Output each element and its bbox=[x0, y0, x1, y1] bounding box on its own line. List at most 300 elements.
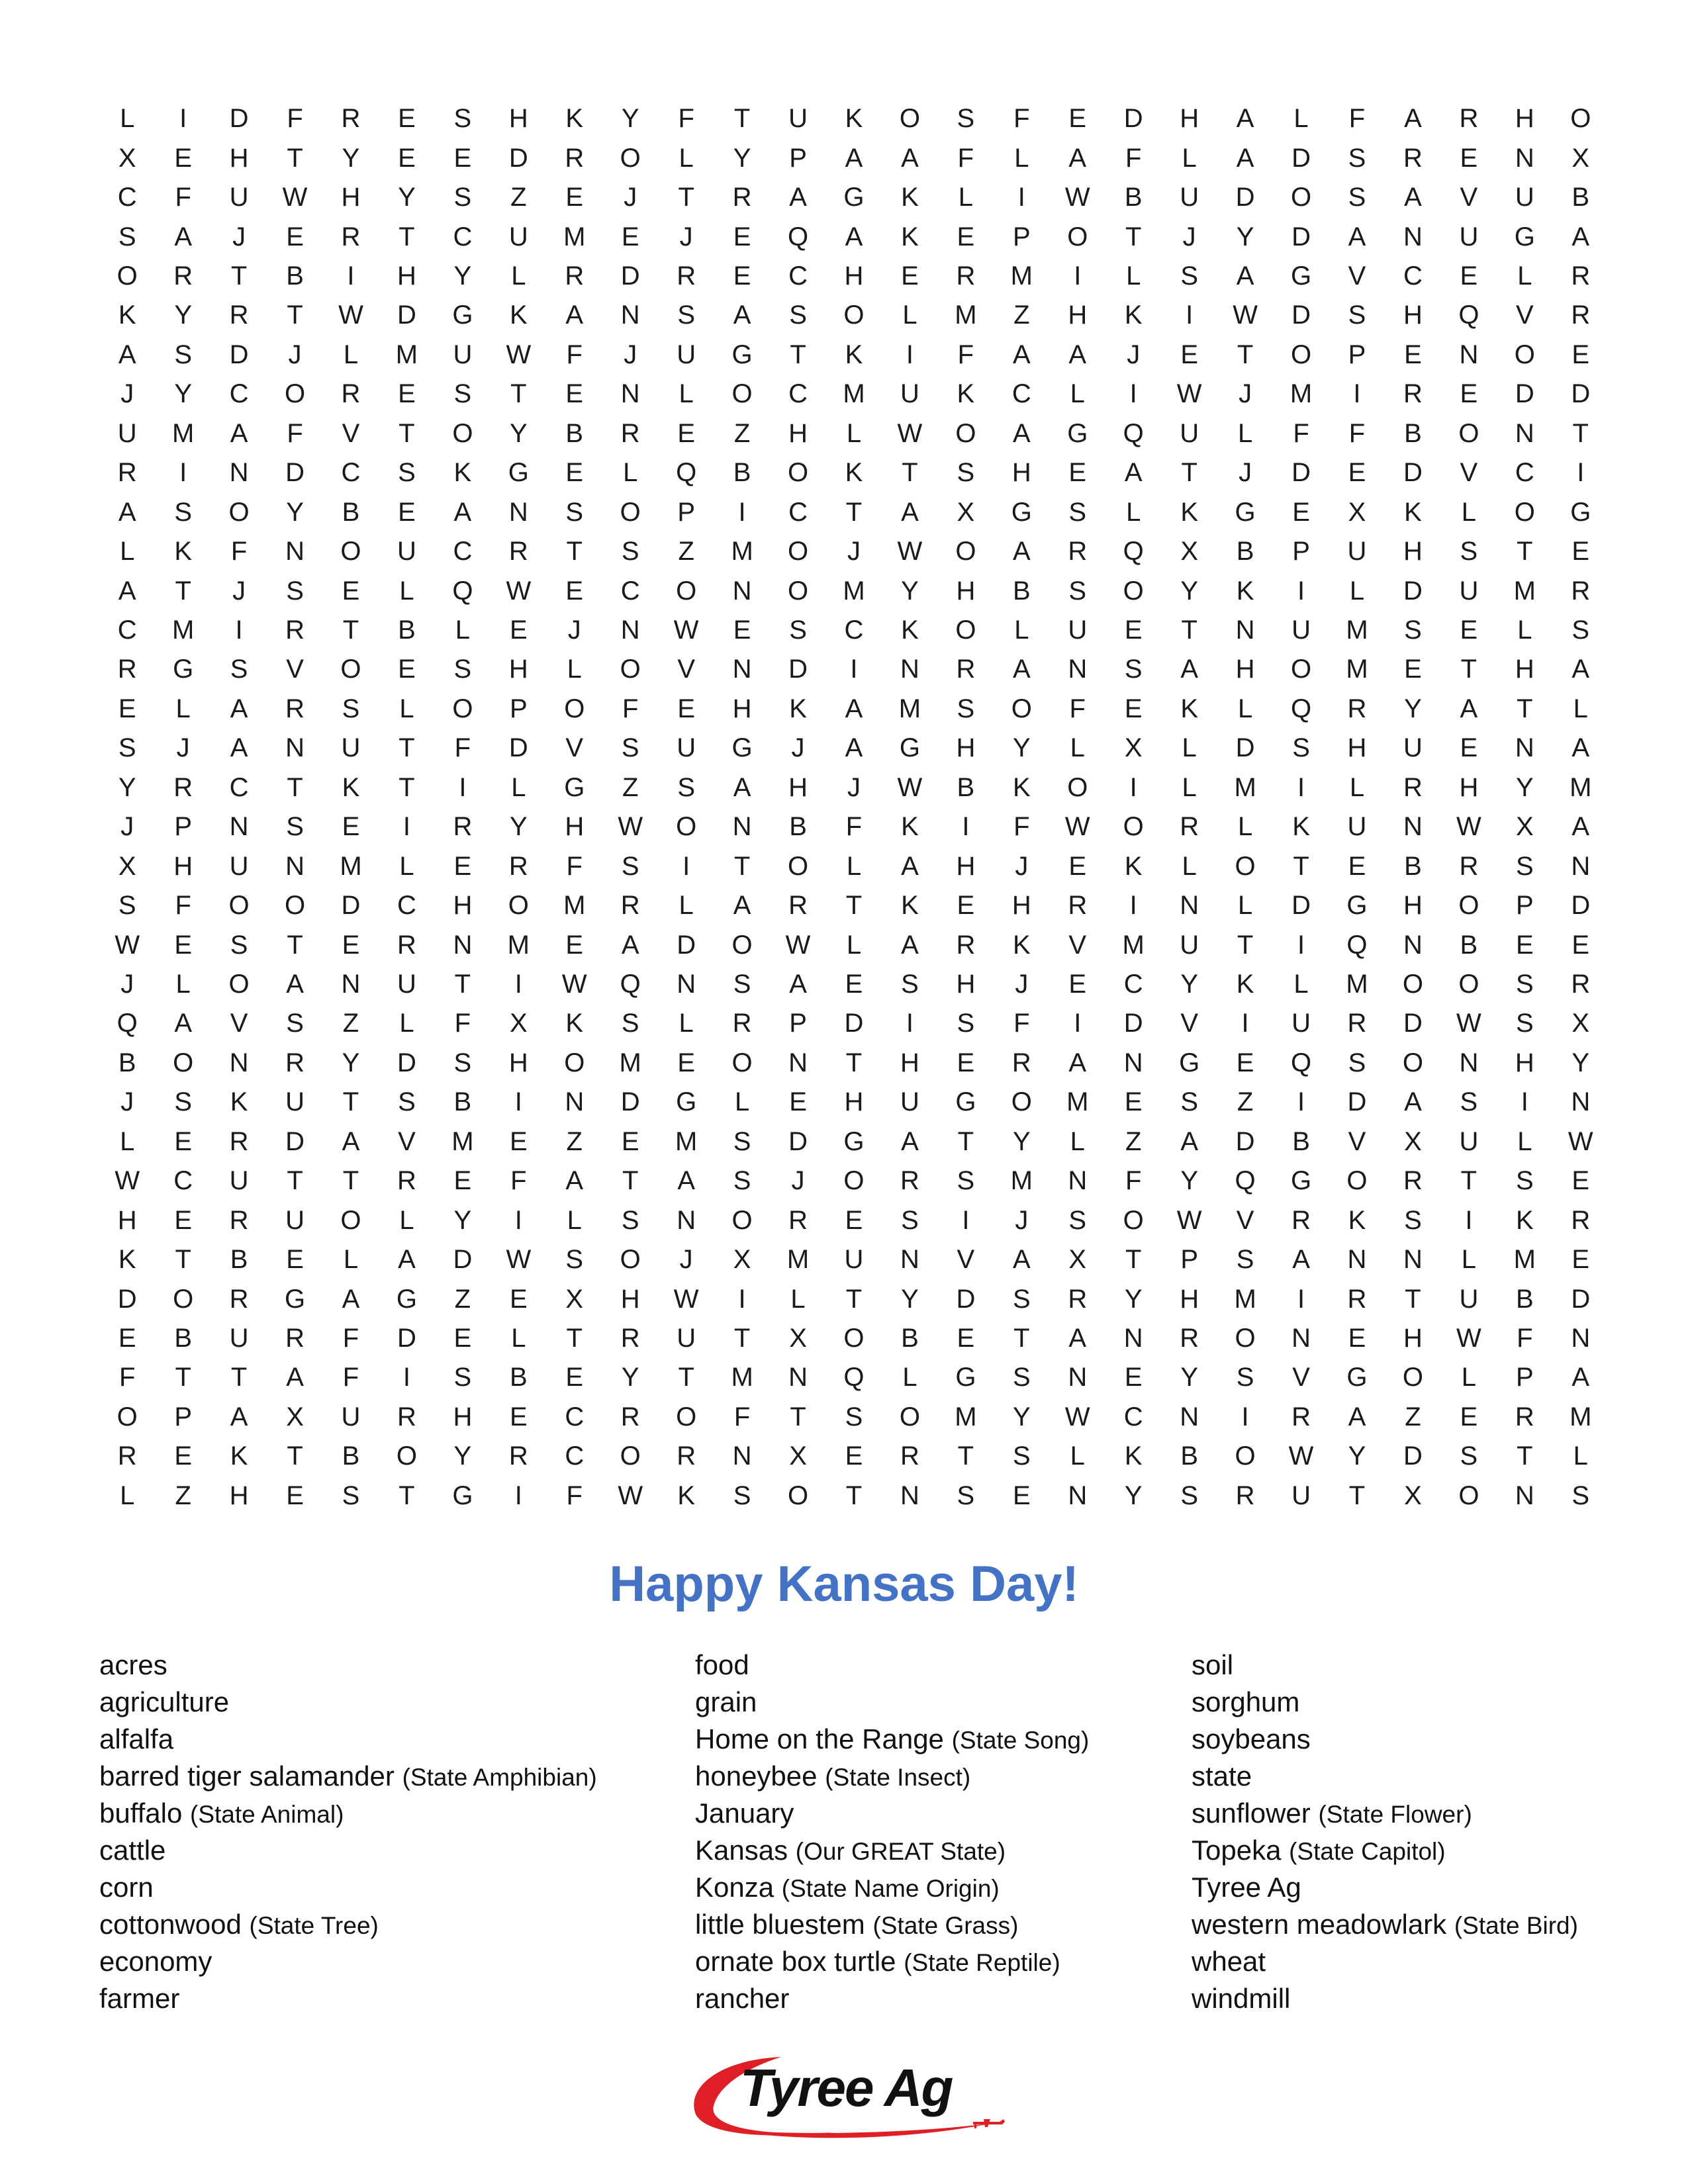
grid-letter: B bbox=[509, 1363, 528, 1392]
grid-letter: X bbox=[1404, 1480, 1422, 1510]
grid-letter: I bbox=[1297, 1284, 1305, 1314]
grid-letter: D bbox=[1515, 379, 1534, 409]
grid-letter: M bbox=[731, 1363, 753, 1392]
grid-letter: R bbox=[732, 183, 752, 212]
grid-letter: U bbox=[229, 183, 249, 212]
grid-letter: T bbox=[287, 300, 303, 330]
grid-letter: T bbox=[790, 340, 806, 369]
grid-letter: Y bbox=[509, 812, 528, 842]
grid-letter: F bbox=[175, 891, 191, 921]
grid-letter: K bbox=[1012, 930, 1031, 960]
word-list-word: cottonwood bbox=[99, 1909, 242, 1940]
grid-letter: B bbox=[1236, 537, 1254, 567]
grid-letter: H bbox=[1515, 1048, 1534, 1077]
grid-letter: W bbox=[282, 183, 308, 212]
grid-letter: M bbox=[843, 379, 865, 409]
grid-letter: L bbox=[399, 1205, 414, 1235]
grid-letter: U bbox=[508, 222, 528, 251]
grid-letter: L bbox=[1517, 615, 1532, 645]
grid-letter: Z bbox=[622, 772, 639, 802]
grid-letter: G bbox=[1235, 497, 1256, 527]
grid-letter: Q bbox=[1123, 418, 1144, 448]
grid-letter: L bbox=[1126, 261, 1141, 291]
grid-letter: A bbox=[1012, 537, 1031, 567]
grid-letter: W bbox=[897, 418, 923, 448]
grid-letter: Y bbox=[1124, 1480, 1143, 1510]
grid-letter: E bbox=[677, 1048, 695, 1077]
grid-letter: J bbox=[679, 222, 693, 251]
grid-letter: B bbox=[1180, 1441, 1198, 1471]
grid-letter: M bbox=[171, 615, 195, 645]
grid-letter: A bbox=[1348, 1402, 1366, 1432]
grid-letter: F bbox=[845, 812, 863, 842]
grid-letter: E bbox=[398, 379, 416, 409]
grid-letter: N bbox=[677, 969, 696, 999]
grid-letter: O bbox=[843, 300, 865, 330]
grid-letter: D bbox=[229, 340, 249, 369]
grid-letter: A bbox=[1068, 143, 1087, 173]
grid-letter: S bbox=[677, 772, 695, 802]
grid-letter: T bbox=[230, 261, 248, 291]
grid-letter: J bbox=[791, 733, 805, 763]
grid-letter: T bbox=[342, 615, 359, 645]
grid-letter: N bbox=[1068, 1166, 1088, 1196]
grid-letter: E bbox=[1124, 615, 1143, 645]
grid-letter: M bbox=[1066, 1087, 1089, 1117]
grid-letter: T bbox=[1237, 340, 1254, 369]
grid-letter: R bbox=[285, 1323, 305, 1353]
grid-letter: R bbox=[1515, 1402, 1534, 1432]
grid-letter: B bbox=[1515, 1284, 1534, 1314]
grid-letter: E bbox=[398, 104, 416, 134]
grid-letter: S bbox=[230, 655, 248, 684]
grid-letter: Y bbox=[1180, 1166, 1198, 1196]
grid-letter: U bbox=[1180, 418, 1199, 448]
grid-letter: F bbox=[342, 1363, 359, 1392]
grid-letter: G bbox=[1290, 261, 1312, 291]
grid-letter: T bbox=[678, 183, 694, 212]
grid-letter: X bbox=[1404, 1126, 1422, 1156]
grid-letter: S bbox=[174, 340, 192, 369]
grid-letter: O bbox=[1402, 969, 1423, 999]
grid-letter: I bbox=[1297, 576, 1305, 606]
grid-letter: B bbox=[901, 1323, 919, 1353]
grid-letter: Q bbox=[787, 222, 809, 251]
grid-letter: Y bbox=[1012, 1126, 1031, 1156]
grid-letter: I bbox=[514, 1087, 522, 1117]
grid-letter: A bbox=[1236, 143, 1254, 173]
grid-letter: L bbox=[846, 930, 862, 960]
grid-letter: A bbox=[677, 1166, 695, 1196]
grid-letter: M bbox=[171, 418, 195, 448]
grid-letter: A bbox=[1012, 418, 1031, 448]
grid-letter: W bbox=[1233, 300, 1258, 330]
grid-letter: N bbox=[1068, 655, 1088, 684]
grid-letter: S bbox=[621, 1009, 639, 1038]
grid-letter: E bbox=[1348, 458, 1366, 488]
grid-letter: S bbox=[118, 222, 136, 251]
airplane-icon bbox=[973, 2119, 1005, 2128]
grid-letter: Q bbox=[1458, 300, 1479, 330]
grid-letter: F bbox=[678, 104, 694, 134]
word-list-item bbox=[1192, 1832, 1578, 1869]
grid-letter: Z bbox=[454, 1284, 471, 1314]
grid-letter: E bbox=[1571, 1245, 1590, 1275]
word-list-item bbox=[99, 1943, 597, 1980]
grid-letter: L bbox=[1573, 1441, 1588, 1471]
grid-letter: C bbox=[341, 458, 361, 488]
grid-letter: O bbox=[787, 576, 809, 606]
grid-letter: K bbox=[174, 537, 192, 567]
grid-letter: C bbox=[1123, 969, 1143, 999]
grid-letter: N bbox=[229, 812, 249, 842]
grid-letter: S bbox=[342, 1480, 360, 1510]
grid-letter: O bbox=[1514, 340, 1535, 369]
grid-letter: G bbox=[508, 458, 529, 488]
grid-letter: O bbox=[117, 261, 138, 291]
grid-letter: E bbox=[1068, 458, 1087, 488]
grid-letter: E bbox=[286, 222, 304, 251]
word-list-item bbox=[695, 1795, 1089, 1832]
grid-letter: M bbox=[563, 222, 586, 251]
grid-letter: K bbox=[1515, 1205, 1534, 1235]
word-search-grid bbox=[99, 99, 1609, 1516]
logo-text: Tyree Ag bbox=[740, 2058, 953, 2117]
grid-letter: K bbox=[118, 1245, 136, 1275]
grid-letter: W bbox=[1456, 812, 1481, 842]
grid-letter: O bbox=[564, 694, 585, 723]
word-list-item bbox=[695, 1869, 1089, 1906]
grid-letter: Y bbox=[453, 1441, 472, 1471]
grid-letter: H bbox=[1011, 891, 1031, 921]
grid-letter: A bbox=[118, 340, 136, 369]
grid-letter: Z bbox=[1125, 1126, 1142, 1156]
grid-letter: R bbox=[788, 1205, 808, 1235]
grid-letter: H bbox=[508, 655, 528, 684]
grid-letter: A bbox=[342, 1126, 360, 1156]
grid-letter: S bbox=[957, 104, 975, 134]
grid-letter: K bbox=[789, 694, 807, 723]
grid-letter: T bbox=[399, 772, 415, 802]
grid-letter: T bbox=[287, 1441, 303, 1471]
grid-letter: L bbox=[399, 694, 414, 723]
word-list-item bbox=[99, 1647, 597, 1684]
grid-letter: M bbox=[955, 1402, 977, 1432]
grid-letter: O bbox=[731, 379, 753, 409]
grid-letter: R bbox=[1459, 851, 1479, 881]
grid-letter: O bbox=[1514, 497, 1535, 527]
grid-letter: M bbox=[1346, 655, 1368, 684]
grid-letter: V bbox=[1460, 458, 1478, 488]
grid-letter: H bbox=[956, 576, 976, 606]
grid-letter: S bbox=[286, 1009, 304, 1038]
word-list-item bbox=[1192, 1795, 1578, 1832]
grid-letter: D bbox=[1291, 300, 1311, 330]
grid-letter: T bbox=[1517, 1441, 1533, 1471]
grid-letter: K bbox=[677, 1480, 695, 1510]
grid-letter: I bbox=[1241, 1009, 1249, 1038]
grid-letter: A bbox=[1012, 1245, 1031, 1275]
tyree-ag-logo bbox=[682, 2045, 1026, 2144]
grid-letter: P bbox=[1180, 1245, 1198, 1275]
word-list-note: (State Name Origin) bbox=[781, 1875, 1000, 1902]
grid-letter: A bbox=[1068, 340, 1087, 369]
grid-letter: S bbox=[733, 1126, 751, 1156]
grid-letter: I bbox=[1353, 379, 1361, 409]
grid-letter: H bbox=[453, 891, 473, 921]
grid-letter: T bbox=[342, 1087, 359, 1117]
grid-letter: Y bbox=[342, 143, 360, 173]
grid-letter: R bbox=[1291, 1205, 1311, 1235]
grid-letter: U bbox=[229, 851, 249, 881]
grid-letter: D bbox=[1403, 1009, 1423, 1038]
grid-letter: R bbox=[117, 1441, 137, 1471]
grid-letter: C bbox=[117, 615, 137, 645]
grid-letter: N bbox=[1459, 340, 1479, 369]
grid-letter: Y bbox=[901, 576, 919, 606]
word-list-note: (State Bird) bbox=[1454, 1912, 1578, 1939]
logo-underline-swoosh bbox=[722, 2123, 993, 2138]
grid-letter: D bbox=[956, 1284, 976, 1314]
grid-letter: A bbox=[1292, 1245, 1310, 1275]
grid-letter: A bbox=[901, 1126, 919, 1156]
grid-letter: R bbox=[229, 1126, 249, 1156]
grid-letter: N bbox=[677, 1205, 696, 1235]
grid-letter: F bbox=[1517, 1323, 1533, 1353]
grid-letter: B bbox=[957, 772, 975, 802]
grid-letter: W bbox=[1288, 1441, 1314, 1471]
grid-letter: O bbox=[1570, 104, 1591, 134]
grid-letter: E bbox=[677, 694, 695, 723]
grid-letter: R bbox=[788, 891, 808, 921]
grid-letter: C bbox=[1515, 458, 1534, 488]
grid-letter: P bbox=[789, 143, 807, 173]
grid-letter: S bbox=[1404, 1205, 1422, 1235]
grid-letter: W bbox=[115, 1166, 140, 1196]
grid-letter: F bbox=[342, 1323, 359, 1353]
grid-letter: D bbox=[620, 1087, 640, 1117]
grid-letter: W bbox=[115, 930, 140, 960]
grid-letter: J bbox=[847, 537, 861, 567]
grid-letter: V bbox=[286, 655, 304, 684]
grid-letter: J bbox=[232, 222, 246, 251]
grid-letter: E bbox=[398, 143, 416, 173]
grid-letter: R bbox=[1571, 576, 1591, 606]
grid-letter: I bbox=[1241, 1402, 1249, 1432]
grid-letter: S bbox=[1571, 615, 1590, 645]
grid-letter: J bbox=[120, 969, 134, 999]
grid-letter: S bbox=[1292, 733, 1310, 763]
grid-letter: A bbox=[901, 143, 919, 173]
grid-letter: K bbox=[509, 300, 528, 330]
grid-letter: Q bbox=[452, 576, 473, 606]
grid-letter: H bbox=[788, 418, 808, 448]
grid-letter: T bbox=[399, 418, 415, 448]
word-list-note: (State Capitol) bbox=[1289, 1838, 1446, 1865]
grid-letter: S bbox=[1180, 261, 1198, 291]
grid-letter: Z bbox=[1013, 300, 1030, 330]
grid-letter: N bbox=[1403, 222, 1423, 251]
grid-letter: N bbox=[1571, 1323, 1591, 1353]
grid-letter: E bbox=[1068, 969, 1087, 999]
word-list-word: state bbox=[1192, 1760, 1252, 1792]
grid-letter: L bbox=[567, 655, 582, 684]
grid-letter: P bbox=[1515, 1363, 1534, 1392]
grid-letter: J bbox=[1239, 379, 1252, 409]
grid-letter: U bbox=[900, 1087, 919, 1117]
grid-letter: Y bbox=[1571, 1048, 1590, 1077]
grid-letter: A bbox=[1404, 183, 1422, 212]
grid-letter: K bbox=[1292, 812, 1310, 842]
grid-letter: T bbox=[1572, 418, 1589, 448]
grid-letter: A bbox=[845, 733, 863, 763]
grid-letter: S bbox=[342, 694, 360, 723]
grid-letter: M bbox=[1513, 576, 1536, 606]
grid-letter: E bbox=[1515, 930, 1534, 960]
grid-letter: D bbox=[1235, 733, 1255, 763]
word-list-item bbox=[99, 1980, 597, 2017]
grid-letter: B bbox=[174, 1323, 192, 1353]
grid-letter: Y bbox=[509, 418, 528, 448]
grid-letter: U bbox=[677, 733, 696, 763]
grid-letter: R bbox=[956, 655, 976, 684]
grid-letter: O bbox=[955, 537, 976, 567]
grid-letter: Y bbox=[398, 183, 416, 212]
grid-letter: L bbox=[1349, 772, 1365, 802]
grid-letter: T bbox=[622, 1166, 639, 1196]
word-list-word: rancher bbox=[695, 1983, 790, 2014]
grid-letter: K bbox=[565, 104, 584, 134]
grid-letter: T bbox=[287, 772, 303, 802]
grid-letter: T bbox=[845, 1048, 863, 1077]
grid-letter: N bbox=[900, 655, 919, 684]
grid-letter: I bbox=[179, 104, 187, 134]
grid-letter: O bbox=[1290, 655, 1312, 684]
grid-letter: E bbox=[453, 143, 472, 173]
grid-letter: W bbox=[897, 772, 923, 802]
grid-letter: F bbox=[566, 851, 583, 881]
grid-letter: Z bbox=[1405, 1402, 1421, 1432]
grid-letter: N bbox=[1403, 930, 1423, 960]
grid-letter: S bbox=[1348, 1048, 1366, 1077]
grid-letter: K bbox=[1180, 694, 1198, 723]
grid-letter: G bbox=[955, 1363, 976, 1392]
grid-letter: S bbox=[174, 497, 192, 527]
grid-letter: O bbox=[1235, 1441, 1256, 1471]
grid-letter: P bbox=[174, 812, 192, 842]
grid-letter: R bbox=[453, 812, 473, 842]
grid-letter: Q bbox=[1235, 1166, 1256, 1196]
word-list-item bbox=[695, 1832, 1089, 1869]
word-list-word: January bbox=[695, 1797, 794, 1829]
grid-letter: M bbox=[395, 340, 418, 369]
grid-letter: J bbox=[791, 1166, 805, 1196]
grid-letter: G bbox=[173, 655, 194, 684]
grid-letter: E bbox=[1348, 1323, 1366, 1353]
grid-letter: E bbox=[565, 458, 584, 488]
grid-letter: T bbox=[1013, 1323, 1030, 1353]
word-list-word: grain bbox=[695, 1686, 757, 1717]
grid-letter: G bbox=[452, 1480, 473, 1510]
grid-letter: O bbox=[1067, 772, 1088, 802]
grid-letter: E bbox=[1404, 655, 1422, 684]
grid-letter: J bbox=[120, 812, 134, 842]
grid-letter: D bbox=[341, 891, 361, 921]
grid-letter: A bbox=[398, 1245, 416, 1275]
word-list-word: farmer bbox=[99, 1983, 180, 2014]
grid-letter: E bbox=[733, 261, 751, 291]
grid-letter: O bbox=[1235, 1323, 1256, 1353]
grid-letter: O bbox=[731, 1205, 753, 1235]
grid-letter: R bbox=[229, 300, 249, 330]
grid-letter: J bbox=[120, 379, 134, 409]
grid-letter: M bbox=[340, 851, 362, 881]
grid-letter: O bbox=[396, 1441, 417, 1471]
grid-letter: S bbox=[1012, 1284, 1031, 1314]
grid-letter: S bbox=[621, 1205, 639, 1235]
grid-letter: K bbox=[901, 812, 919, 842]
grid-letter: Q bbox=[843, 1363, 865, 1392]
grid-letter: R bbox=[1347, 1284, 1367, 1314]
grid-letter: H bbox=[173, 851, 193, 881]
grid-letter: T bbox=[1125, 222, 1142, 251]
grid-letter: C bbox=[453, 222, 473, 251]
grid-letter: G bbox=[1179, 1048, 1200, 1077]
grid-letter: N bbox=[1515, 143, 1534, 173]
grid-letter: A bbox=[1571, 733, 1590, 763]
grid-letter: U bbox=[1180, 930, 1199, 960]
grid-letter: T bbox=[733, 1323, 751, 1353]
grid-letter: H bbox=[397, 261, 416, 291]
grid-letter: A bbox=[453, 497, 472, 527]
grid-letter: Y bbox=[1404, 694, 1422, 723]
grid-letter: N bbox=[341, 969, 361, 999]
grid-letter: V bbox=[1348, 1126, 1366, 1156]
grid-letter: B bbox=[789, 812, 807, 842]
grid-letter: D bbox=[1123, 1009, 1143, 1038]
grid-letter: P bbox=[789, 1009, 807, 1038]
grid-letter: L bbox=[1182, 143, 1197, 173]
grid-letter: R bbox=[341, 104, 361, 134]
grid-letter: U bbox=[1291, 1480, 1311, 1510]
grid-letter: W bbox=[618, 812, 643, 842]
word-list-word: buffalo bbox=[99, 1797, 183, 1829]
grid-letter: K bbox=[901, 183, 919, 212]
word-list-item bbox=[99, 1906, 597, 1943]
grid-letter: B bbox=[453, 1087, 472, 1117]
grid-letter: A bbox=[845, 222, 863, 251]
grid-letter: L bbox=[511, 1323, 526, 1353]
grid-letter: W bbox=[1064, 812, 1090, 842]
grid-letter: R bbox=[620, 418, 640, 448]
grid-letter: L bbox=[343, 340, 359, 369]
grid-letter: U bbox=[341, 733, 361, 763]
grid-letter: R bbox=[956, 930, 976, 960]
grid-letter: T bbox=[1405, 1284, 1421, 1314]
grid-letter: W bbox=[1456, 1323, 1481, 1353]
grid-letter: R bbox=[1571, 969, 1591, 999]
grid-letter: L bbox=[1182, 851, 1197, 881]
grid-letter: R bbox=[1403, 143, 1423, 173]
grid-letter: N bbox=[565, 1087, 585, 1117]
grid-letter: O bbox=[452, 418, 473, 448]
grid-letter: Y bbox=[1012, 1402, 1031, 1432]
grid-letter: D bbox=[788, 655, 808, 684]
grid-letter: F bbox=[510, 1166, 527, 1196]
grid-letter: R bbox=[620, 1323, 640, 1353]
grid-letter: Q bbox=[676, 458, 697, 488]
grid-letter: O bbox=[1458, 969, 1479, 999]
